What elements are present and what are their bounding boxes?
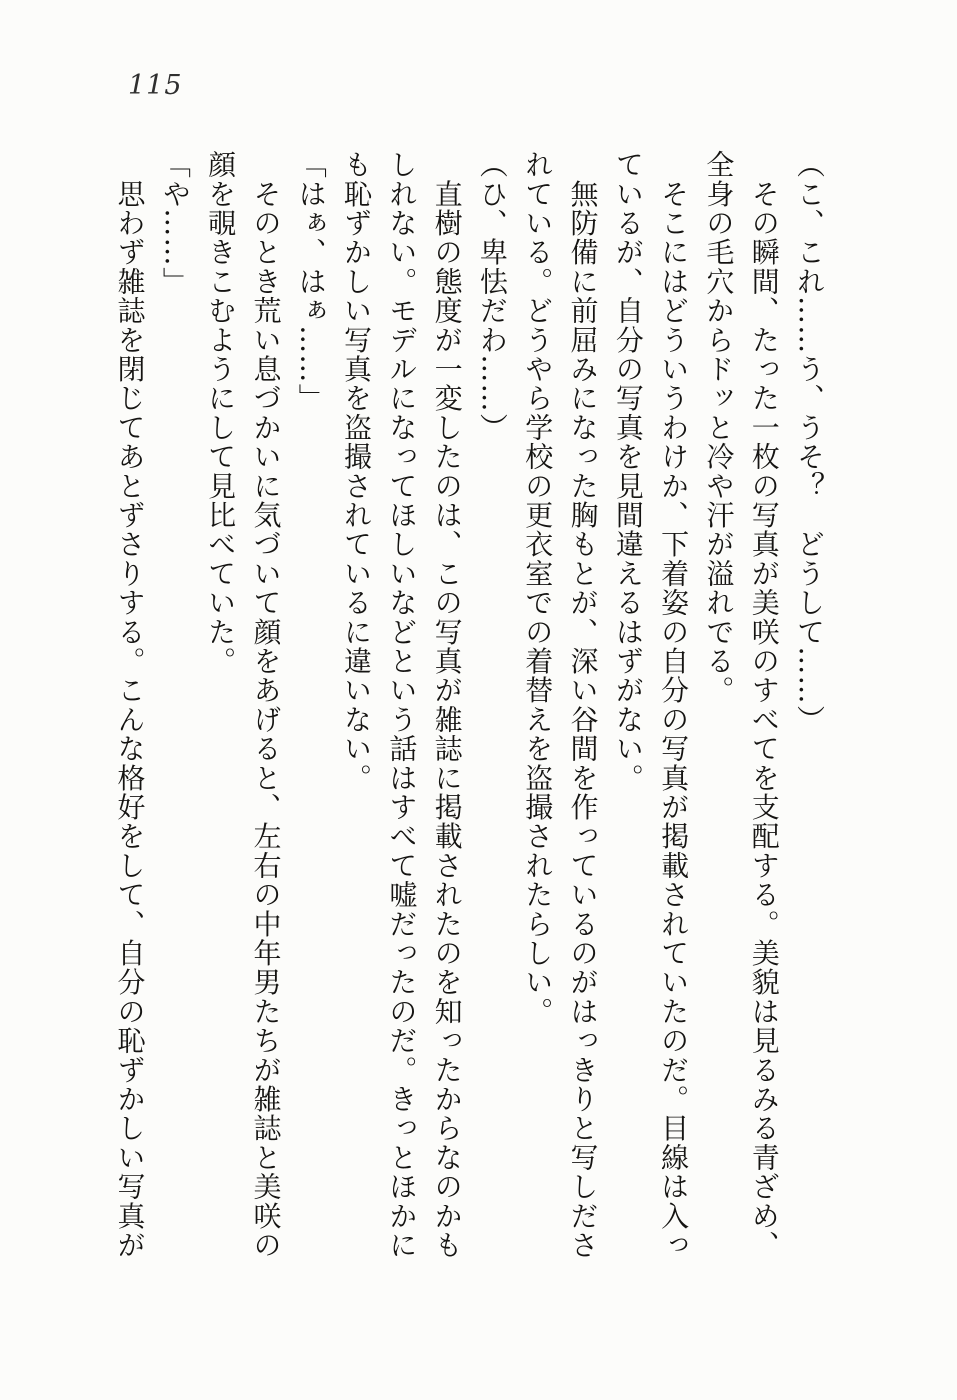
text-line: 直樹の態度が一変したのは、この写真が雑誌に掲載されたのを知ったからなのかも [430, 150, 464, 1260]
text-line: しれない。モデルになってほしいなどという話はすべて嘘だったのだ。きっとほかに [385, 150, 419, 1260]
page-number: 115 [128, 70, 183, 101]
text-line: 「はぁ、はぁ……」 [294, 150, 328, 413]
text-block [107, 150, 832, 1262]
text-line: ているが、自分の写真を見間違えるはずがない。 [611, 150, 645, 793]
text-line: 思わず雑誌を閉じてあとずさりする。こんな格好をして、自分の恥ずかしい写真が [113, 150, 147, 1260]
text-line: その瞬間、たった一枚の写真が美咲のすべてを支配する。美貌は見るみる青ざめ、 [747, 150, 781, 1260]
text-line: そのとき荒い息づかいに気づいて顔をあげると、左右の中年男たちが雑誌と美咲の [249, 150, 283, 1260]
text-line: （ひ、卑怯だわ……） [475, 150, 509, 442]
text-line: 無防備に前屈みになった胸もとが、深い谷間を作っているのがはっきりと写しださ [566, 150, 600, 1260]
text-line: れている。どうやら学校の更衣室での着替えを盗撮されたらしい。 [521, 150, 555, 1026]
text-line: 全身の毛穴からドッと冷や汗が溢れでる。 [702, 150, 736, 705]
text-line: そこにはどういうわけか、下着姿の自分の写真が掲載されていたのだ。目線は入っ [657, 150, 691, 1260]
text-line: 「や……」 [158, 150, 192, 296]
text-line: （こ、これ……う、うそ？ どうして……） [793, 150, 826, 734]
text-line: 顔を覗きこむようにして見比べていた。 [204, 150, 238, 676]
text-line: も恥ずかしい写真を盗撮されているに違いない。 [340, 150, 374, 793]
